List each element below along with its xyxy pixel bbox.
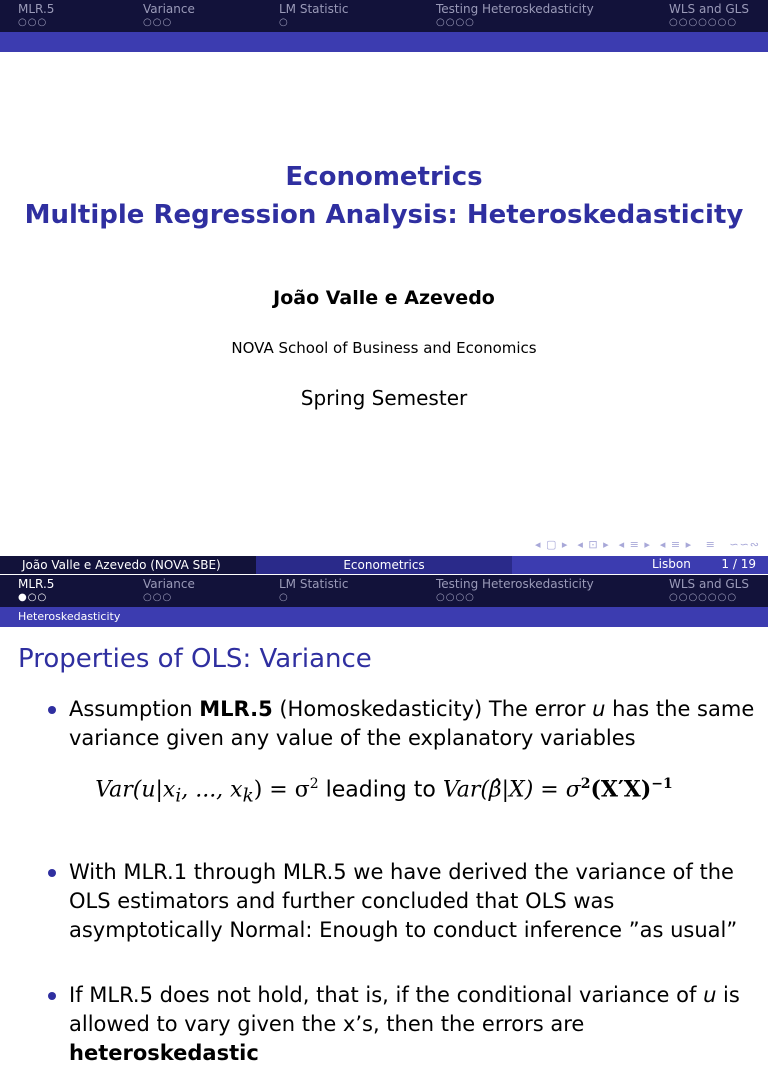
bullet-text: has the same variance given any value of the explanatory variables (69, 697, 755, 750)
bullet-marker (48, 869, 56, 877)
nav-section-label: LM Statistic (279, 2, 349, 16)
bullet-text: is allowed to vary given the x’s, then the errors are (69, 983, 740, 1036)
bullet-bold: heteroskedastic (69, 1041, 259, 1065)
footer-location: Lisbon (652, 557, 691, 571)
formula-lhs: Var(u|x (95, 777, 176, 803)
slide-footer (0, 556, 768, 574)
nav-section-label: LM Statistic (279, 577, 349, 591)
formula-inv: −1 (651, 776, 673, 792)
nav-section-dots: ○ (279, 592, 289, 603)
footer-title (256, 556, 512, 574)
bullet-marker (48, 992, 56, 1000)
section-navbar (0, 0, 768, 32)
bullet-math-u: u (592, 697, 606, 721)
bullet-text: Assumption (69, 697, 200, 721)
formula-text: leading to (318, 777, 443, 803)
footer-page-number: 1 / 19 (721, 557, 756, 571)
subsection-stripe (0, 32, 768, 52)
formula-mid: , ..., x (181, 777, 243, 803)
nav-section-label: MLR.5 (18, 577, 55, 591)
nav-section-label: MLR.5 (18, 2, 55, 16)
formula-rhs1: Var(β̂|X) = σ (442, 777, 581, 803)
slide-title-line2: Multiple Regression Analysis: Heteroskedasticity (24, 200, 744, 230)
formula-eq: ) = σ (253, 777, 310, 803)
nav-section-label: Testing Heteroskedasticity (436, 577, 594, 591)
bullet-text: If MLR.5 does not hold, that is, if the conditional variance of (69, 983, 704, 1007)
variance-formula (0, 776, 768, 807)
author-name: João Valle e Azevedo (273, 287, 495, 309)
institute: NOVA School of Business and Economics (231, 339, 537, 357)
frame-title: Properties of OLS: Variance (18, 644, 372, 674)
nav-section-dots: ●○○ (18, 592, 48, 603)
bullet-mlr5 (69, 695, 759, 753)
bullet-bold: MLR.5 (199, 697, 273, 721)
nav-section-dots: ○○○ (143, 592, 173, 603)
nav-section-dots: ○○○ (18, 17, 48, 28)
nav-section-label: WLS and GLS (669, 2, 749, 16)
date-text: Spring Semester (300, 386, 468, 410)
formula-sub-k: k (242, 785, 254, 807)
nav-section-label: Testing Heteroskedasticity (436, 2, 594, 16)
bullet-math-u: u (703, 983, 717, 1007)
footer-title-text: Econometrics (343, 558, 425, 572)
nav-section-label: Variance (143, 2, 195, 16)
footer-location-page (512, 556, 768, 574)
formula-rhs2: (X′X) (590, 776, 652, 803)
nav-section-dots: ○○○○ (436, 592, 475, 603)
beamer-navigation-symbols[interactable]: ◂ ▢ ▸ ◂ ⊡ ▸ ◂ ≡ ▸ ◂ ≡ ▸ ≡ ∽∽∾ (534, 538, 760, 551)
bullet-marker (48, 706, 56, 714)
nav-section-dots: ○○○○ (436, 17, 475, 28)
formula-sub-i: i (175, 785, 182, 807)
nav-section-dots: ○○○○○○○ (669, 17, 738, 28)
footer-author (0, 556, 256, 574)
formula-sq2: 2 (580, 776, 591, 792)
bullet-text: (Homoskedasticity) The error (272, 697, 593, 721)
footer-author-text: João Valle e Azevedo (NOVA SBE) (22, 558, 221, 572)
nav-section-dots: ○ (279, 17, 289, 28)
bullet-mlr1-5: With MLR.1 through MLR.5 we have derived the variance of the OLS estimators and further concluded that OLS was asymptotically Normal: Enough to conduct inference ”as usual” (69, 860, 738, 942)
nav-section-dots: ○○○○○○○ (669, 592, 738, 603)
section-navbar-2 (0, 575, 768, 607)
nav-section-dots: ○○○ (143, 17, 173, 28)
nav-section-label: Variance (143, 577, 195, 591)
subsection-stripe-2 (0, 607, 768, 627)
bullet-heteroskedastic (69, 981, 759, 1068)
subsection-label: Heteroskedasticity (18, 610, 121, 623)
nav-section-label: WLS and GLS (669, 577, 749, 591)
slide-title-line1: Econometrics (285, 162, 483, 192)
formula-sq: 2 (309, 776, 319, 792)
